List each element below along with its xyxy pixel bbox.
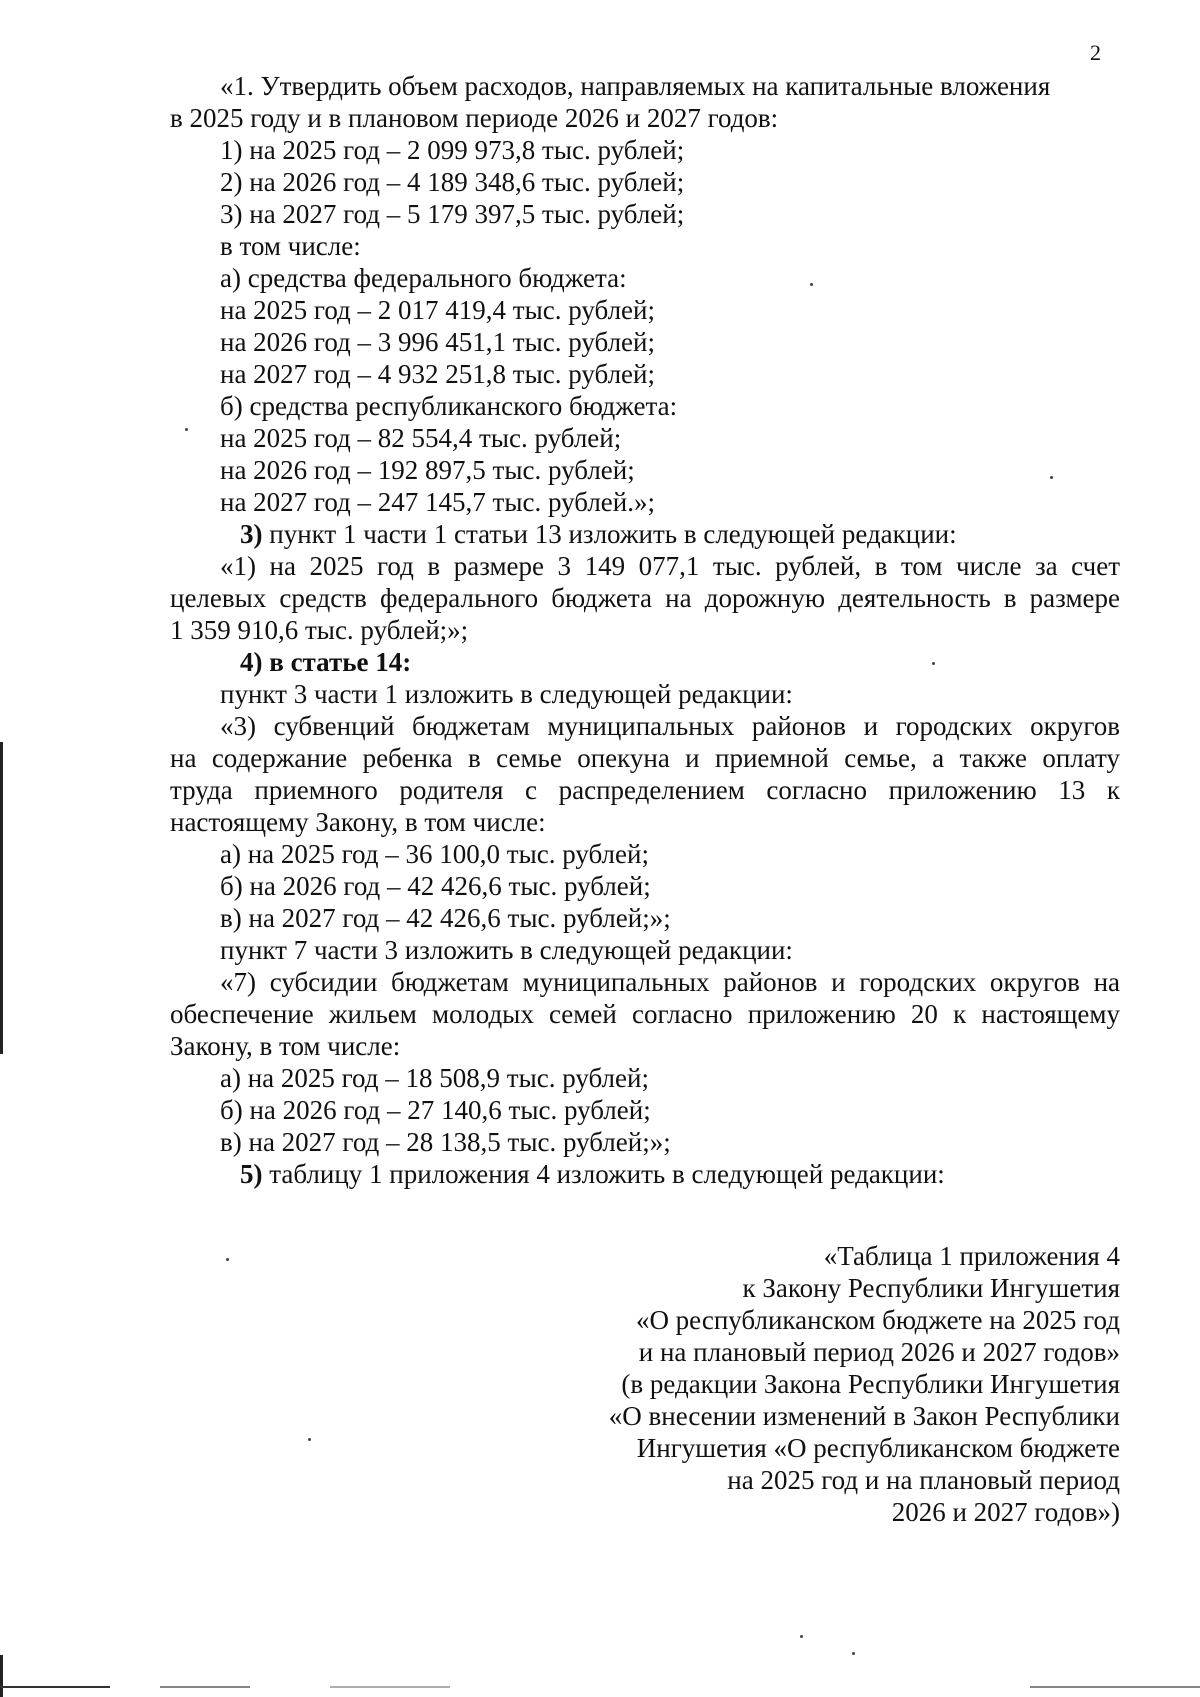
item-marker: 5) (240, 1159, 263, 1189)
text-line: б) средства республиканского бюджета: (220, 391, 678, 421)
text-line: 3) на 2027 год – 5 179 397,5 тыс. рублей; (220, 199, 685, 229)
text-line: на 2027 год – 247 145,7 тыс. рублей.»; (220, 487, 655, 517)
text-line: а) средства федерального бюджета: (220, 263, 627, 293)
text-line: б) на 2026 год – 42 426,6 тыс. рублей; (220, 871, 651, 901)
text-line: на 2025 год – 2 017 419,4 тыс. рублей; (220, 295, 655, 325)
text-line: 1) на 2025 год – 2 099 973,8 тыс. рублей; (220, 135, 685, 165)
scan-speck (308, 1438, 311, 1441)
item-marker: 3) (240, 519, 263, 549)
table-header-line: 2026 и 2027 годов») (891, 1497, 1120, 1527)
table-header-line: на 2025 год и на плановый период (727, 1465, 1120, 1495)
text-line: настоящему Закону, в том числе: (170, 807, 546, 837)
scan-speck (226, 1258, 229, 1261)
item-3-line (240, 518, 957, 550)
scan-speck (1050, 476, 1053, 479)
table-header-line: Ингушетия «О республиканском бюджете (636, 1433, 1120, 1463)
scan-speck (852, 1652, 855, 1655)
text-line: а) на 2025 год – 18 508,9 тыс. рублей; (220, 1063, 649, 1093)
scan-border-line (160, 1686, 250, 1688)
text-line: пункт 3 части 1 изложить в следующей редакции: (220, 679, 793, 709)
text-line: на 2026 год – 192 897,5 тыс. рублей; (220, 455, 635, 485)
text-line: целевых средств федерального бюджета на дорожную деятельность в размере (170, 583, 1120, 613)
text-line: на содержание ребенка в семье опекуна и приемной семье, а также оплату (170, 743, 1120, 773)
text-line: 1 359 910,6 тыс. рублей;»; (170, 615, 469, 645)
scan-edge-shadow (0, 742, 3, 1054)
text-line: «1. Утвердить объем расходов, направляемых на капитальные вложения (220, 71, 1051, 101)
scan-border-line (1030, 1686, 1200, 1688)
text-line: в) на 2027 год – 28 138,5 тыс. рублей;»; (220, 1127, 671, 1157)
scan-speck (185, 428, 188, 431)
scan-speck (800, 1635, 803, 1638)
text-line: в) на 2027 год – 42 426,6 тыс. рублей;»; (220, 903, 671, 933)
text-line: труда приемного родителя с распределением согласно приложению 13 к (170, 775, 1120, 805)
table-header-line: и на плановый период 2026 и 2027 годов» (638, 1337, 1120, 1367)
scan-border-line (330, 1686, 450, 1688)
table-header-line: «О внесении изменений в Закон Республики (608, 1401, 1120, 1431)
item-4-heading: 4) в статье 14: (240, 647, 412, 677)
text-line: а) на 2025 год – 36 100,0 тыс. рублей; (220, 839, 649, 869)
text-line: «7) субсидии бюджетам муниципальных районов и городских округов на (220, 967, 1120, 997)
text-line: б) на 2026 год – 27 140,6 тыс. рублей; (220, 1095, 651, 1125)
scan-speck (810, 283, 813, 286)
text-line: 2) на 2026 год – 4 189 348,6 тыс. рублей; (220, 167, 685, 197)
text-line: на 2027 год – 4 932 251,8 тыс. рублей; (220, 359, 655, 389)
table-header-line: «Таблица 1 приложения 4 (823, 1241, 1120, 1271)
table-header-line: «О республиканском бюджете на 2025 год (635, 1305, 1120, 1335)
text-line: на 2025 год – 82 554,4 тыс. рублей; (220, 423, 622, 453)
text-span: таблицу 1 приложения 4 изложить в следующей редакции: (262, 1159, 945, 1189)
text-line: в 2025 году и в плановом периоде 2026 и 2027 годов: (170, 103, 779, 133)
scan-edge-shadow (0, 1655, 3, 1697)
scan-border-line (0, 1686, 110, 1688)
text-line: Закону, в том числе: (170, 1031, 401, 1061)
text-line: в том числе: (220, 231, 361, 261)
item-5-line (240, 1158, 945, 1190)
text-line: «1) на 2025 год в размере 3 149 077,1 тыс. рублей, в том числе за счет (220, 551, 1120, 581)
page-number: 2 (1090, 40, 1101, 65)
scan-speck (932, 662, 935, 665)
table-header-line: (в редакции Закона Республики Ингушетия (621, 1369, 1120, 1399)
text-line: «3) субвенций бюджетам муниципальных районов и городских округов (220, 711, 1120, 741)
text-span: пункт 1 части 1 статьи 13 изложить в следующей редакции: (262, 519, 957, 549)
text-line: обеспечение жильем молодых семей согласно приложению 20 к настоящему (170, 999, 1120, 1029)
table-header-line: к Закону Республики Ингушетия (742, 1273, 1120, 1303)
text-line: на 2026 год – 3 996 451,1 тыс. рублей; (220, 327, 655, 357)
text-line: пункт 7 части 3 изложить в следующей редакции: (220, 935, 793, 965)
